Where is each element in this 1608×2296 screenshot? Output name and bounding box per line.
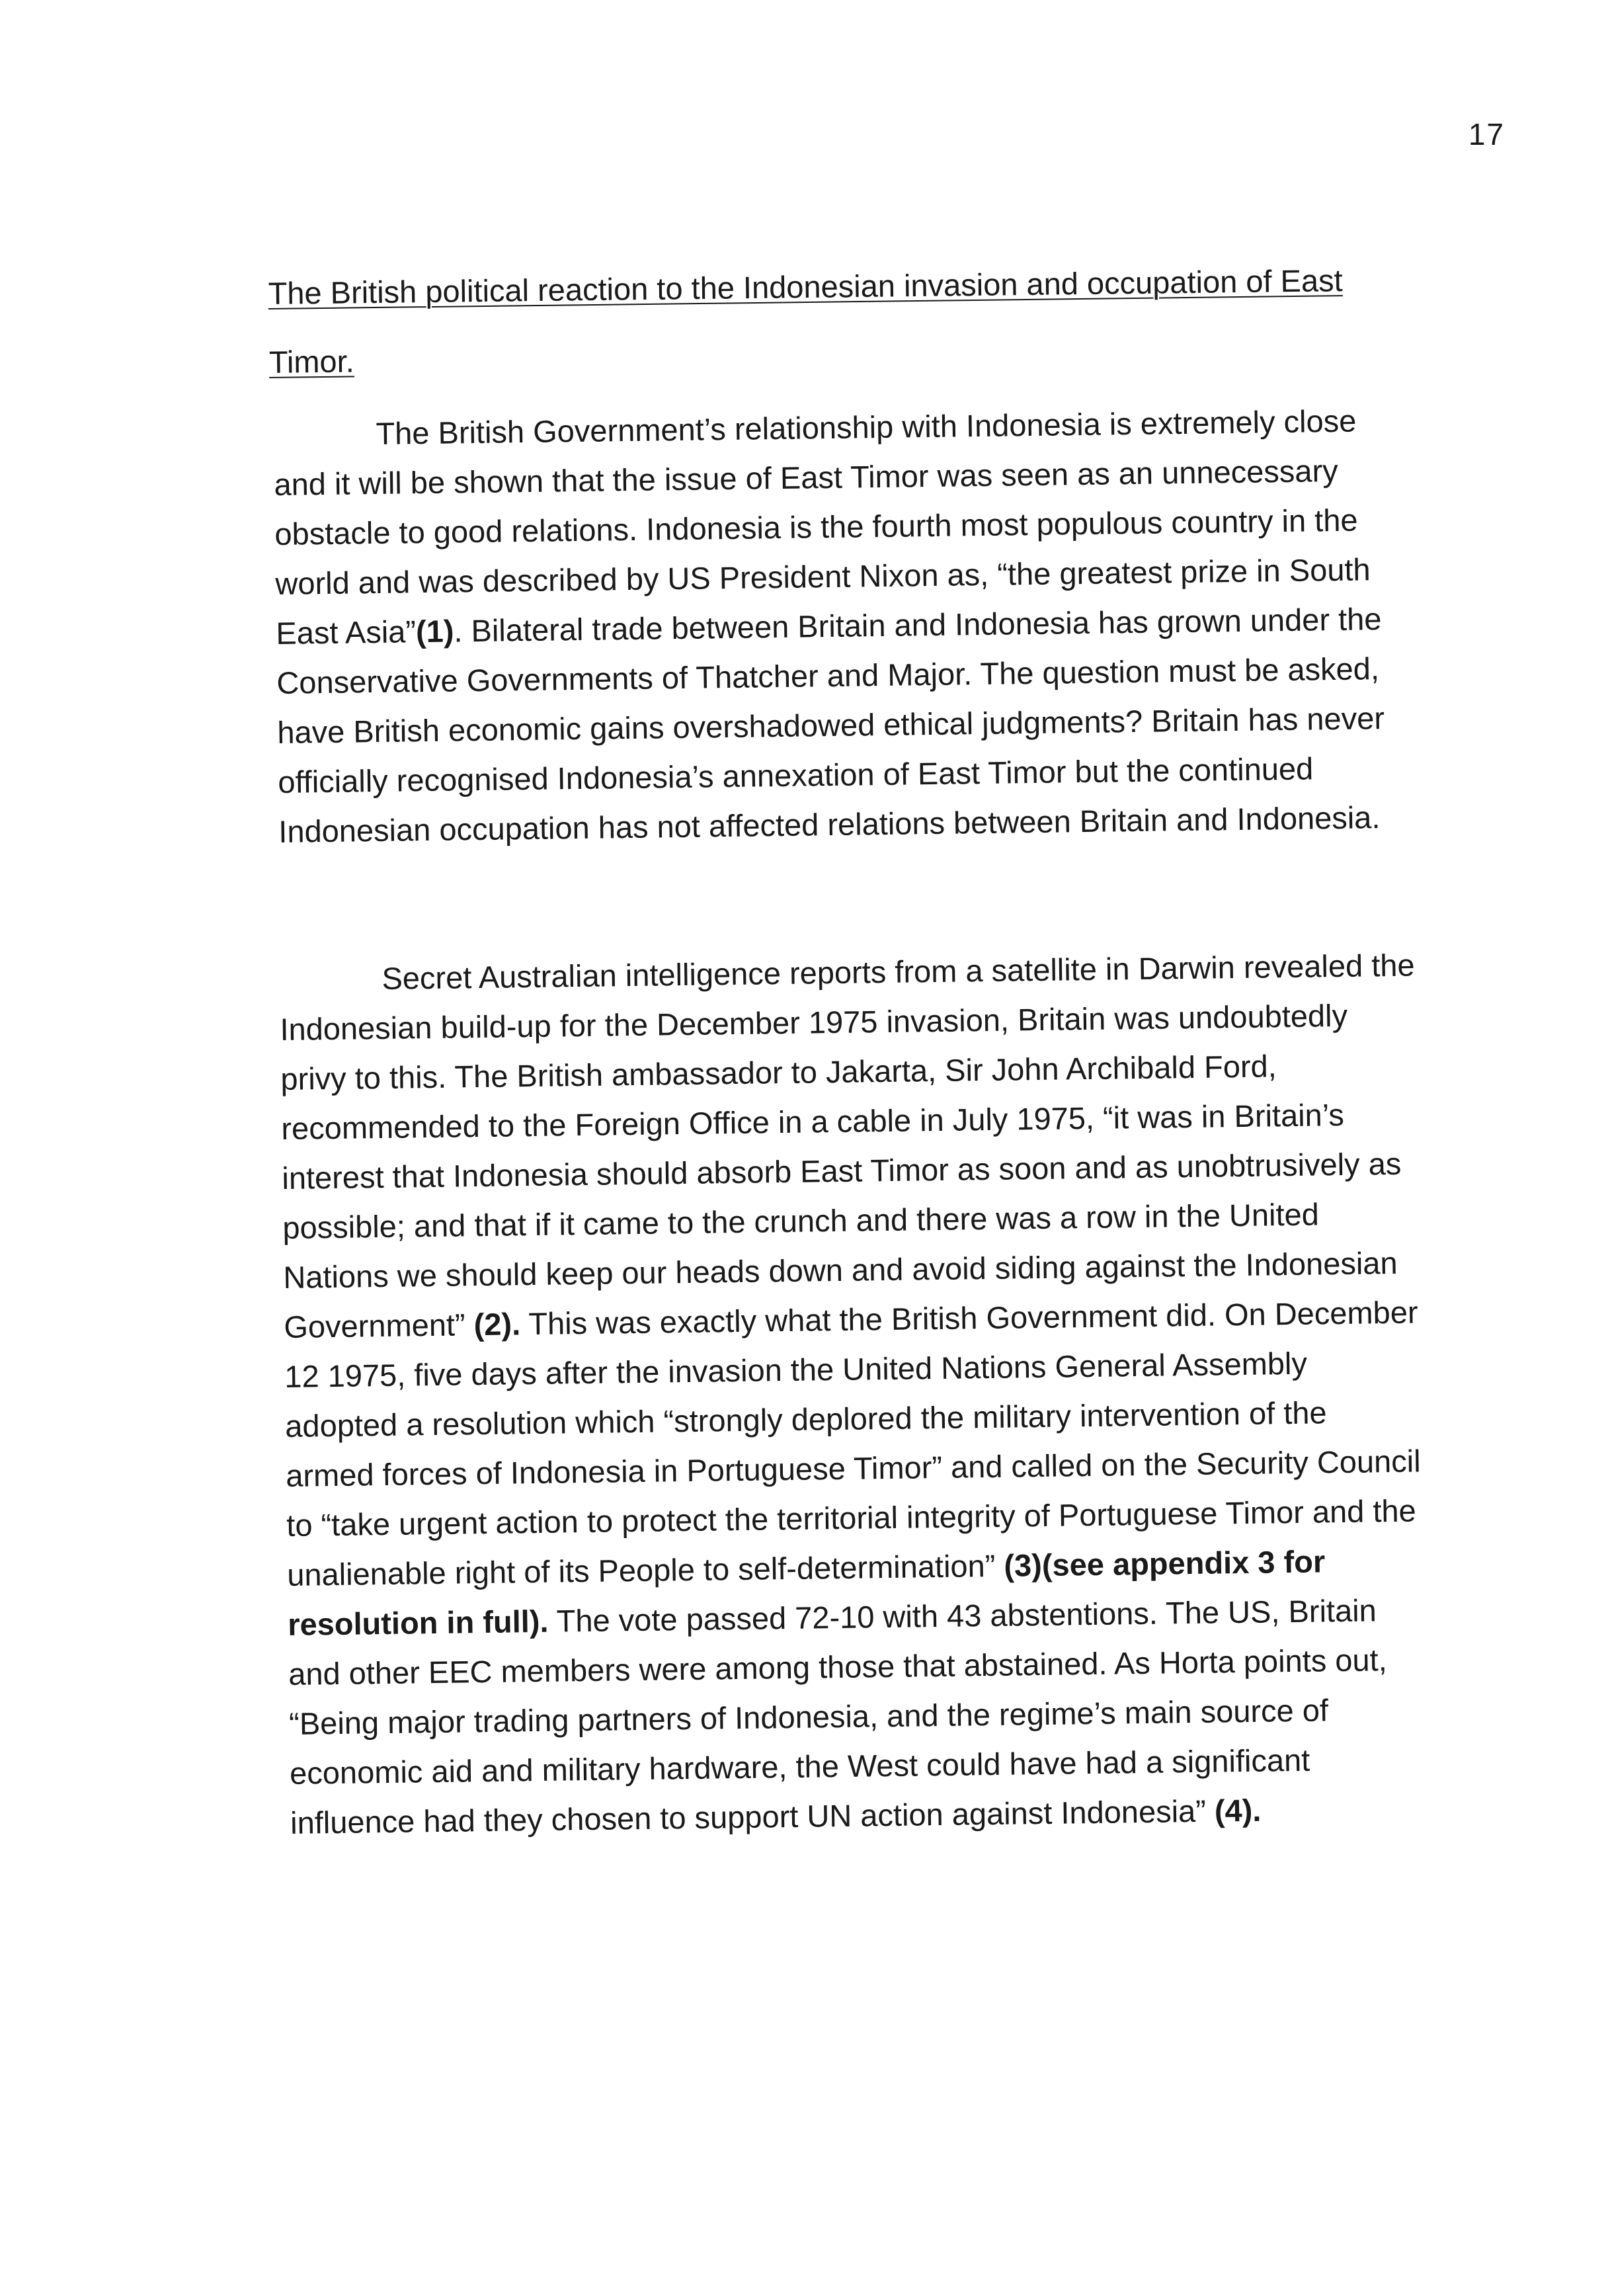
paragraph-text: The vote passed 72-10 with 43 abstentions. The US, Britain and other EEC members were among those that abstained. As Horta points out, “Being major trading partners of Indonesia, and the regime’s main source of economic aid and military hardware, the West could have had a significant influence had they chosen to support UN action against Indonesia” <box>288 1592 1388 1840</box>
paragraph-text: . Bilateral trade between Britain and Indonesia has grown under the Conservative Governments of Thatcher and Major. The question must be asked, have British economic gains overshadowed ethical judgments? Britain has never officially recognised Indonesia’s annexation of East Timor but the continued Indonesian occupation has not affected relations between Britain and Indonesia. <box>276 601 1385 849</box>
page-number: 17 <box>1468 117 1505 151</box>
citation-ref: (4). <box>1214 1792 1262 1828</box>
section-title: The British political reaction to the Indonesian invasion and occupation of East Timor. <box>268 263 1343 380</box>
paragraph-text: This was exactly what the British Government did. On December 12 1975, five days after the invasion the United Nations General Assembly adopted a resolution which “strongly deplored the military intervention of the armed forces of Indonesia in Portuguese Timor” and called on the Security Council to “take urgent action to protect the territorial integrity of Portuguese Timor and the unalienable right of its People to self-determination” <box>284 1294 1421 1592</box>
paragraph-2 <box>279 940 1428 1847</box>
citation-ref: (3)(see appendix 3 for resolution in full). <box>287 1543 1326 1642</box>
citation-ref: (2). <box>473 1306 521 1342</box>
paragraph-text: The British Government’s relationship with Indonesia is extremely close and it will be shown that the issue of East Timor was seen as an unnecessary obstacle to good relations. Indonesia is the fourth most populous country in the world and was described by US President Nixon as, “the greatest prize in South East Asia” <box>274 403 1371 651</box>
citation-ref: (1) <box>415 613 454 649</box>
paragraph-1 <box>273 395 1416 856</box>
paragraph-text: Secret Australian intelligence reports from a satellite in Darwin revealed the Indonesian build-up for the December 1975 invasion, Britain was undoubtedly privy to this. The British ambassador to Jakarta, Sir John Archibald Ford, recommended to the Foreign Office in a cable in July 1975, “it was in Britain’s interest that Indonesia should absorb East Timor as soon and as unobtrusively as possible; and that if it came to the crunch and there was a row in the United Nations we should keep our heads down and avoid siding against the Indonesian Government” <box>280 947 1415 1344</box>
